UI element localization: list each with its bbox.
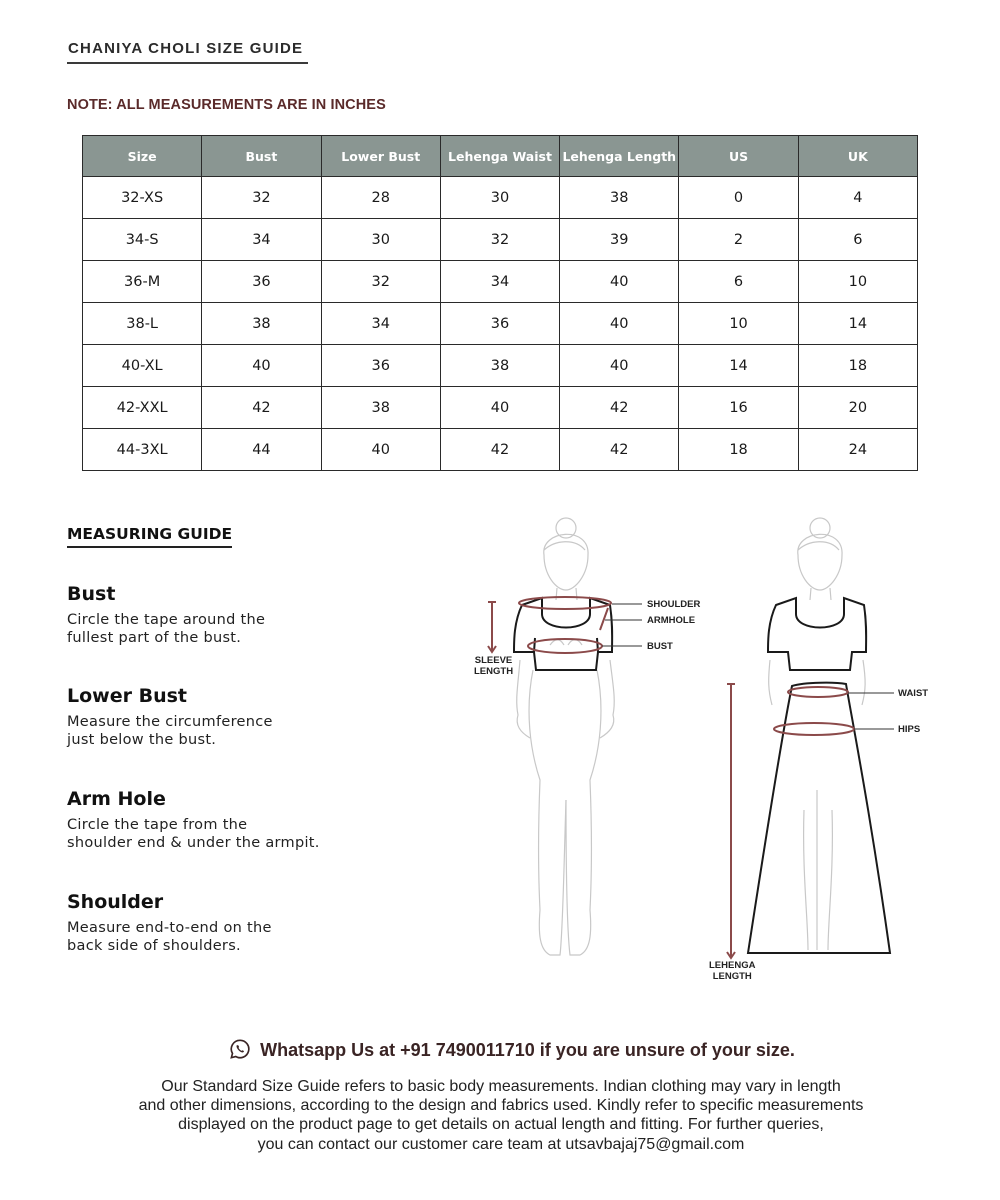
guide-item-shoulder — [67, 891, 387, 955]
guide-item-description — [67, 919, 387, 955]
column-header: Lehenga Waist — [440, 136, 559, 177]
label-line: LEHENGA — [709, 960, 756, 971]
guide-item-title: Lower Bust — [67, 685, 187, 707]
lehenga-figure-illustration — [700, 510, 960, 990]
armhole-tape — [600, 608, 608, 630]
sleeve-length-label — [474, 655, 513, 677]
measurement-cell: 10 — [679, 303, 798, 345]
guide-item-title: Shoulder — [67, 891, 164, 913]
page-title: CHANIYA CHOLI SIZE GUIDE — [68, 40, 304, 57]
measurement-cell: 2 — [679, 219, 798, 261]
measurement-cell: 0 — [679, 177, 798, 219]
size-cell: 32-XS — [83, 177, 202, 219]
measurement-cell: 14 — [679, 345, 798, 387]
measurement-cell: 32 — [321, 261, 440, 303]
measurement-cell: 38 — [560, 177, 679, 219]
shoulder-label: SHOULDER — [647, 599, 701, 610]
whatsapp-text: Whatsapp Us at +91 7490011710 if you are unsure of your size. — [260, 1040, 795, 1060]
column-header: Lower Bust — [321, 136, 440, 177]
column-header: Size — [83, 136, 202, 177]
size-cell: 34-S — [83, 219, 202, 261]
label-line: LENGTH — [712, 971, 752, 982]
choli-figure-illustration — [460, 510, 720, 970]
lehenga-length-label — [709, 960, 755, 982]
table-row — [83, 177, 918, 219]
measurement-cell: 34 — [202, 219, 321, 261]
size-guide-disclaimer — [0, 1077, 1000, 1154]
measurement-cell: 40 — [560, 345, 679, 387]
hips-label: HIPS — [898, 724, 921, 735]
measurement-cell: 30 — [321, 219, 440, 261]
description-line: Circle the tape from the — [67, 817, 248, 833]
disclaimer-line: you can contact our customer care team at utsavbajaj75@gmail.com — [257, 1135, 745, 1153]
size-cell: 44-3XL — [83, 429, 202, 471]
choli-outline — [768, 598, 866, 670]
measurement-cell: 34 — [440, 261, 559, 303]
size-cell: 40-XL — [83, 345, 202, 387]
measurement-cell: 32 — [440, 219, 559, 261]
measurement-cell: 38 — [202, 303, 321, 345]
measurement-tapes — [727, 684, 854, 958]
label-line: SLEEVE — [474, 655, 513, 666]
title-underline — [67, 62, 308, 64]
description-line: Circle the tape around the — [67, 612, 266, 628]
measurement-cell: 24 — [798, 429, 917, 471]
disclaimer-line: Our Standard Size Guide refers to basic body measurements. Indian clothing may vary in length — [161, 1078, 841, 1095]
guide-item-description — [67, 816, 387, 852]
description-line: Measure end-to-end on the — [67, 920, 272, 936]
description-line: shoulder end & under the armpit. — [67, 835, 320, 851]
description-line: Measure the circumference — [67, 714, 273, 730]
table-row — [83, 219, 918, 261]
body-outline — [517, 518, 615, 955]
description-line: just below the bust. — [67, 732, 217, 748]
size-cell: 42-XXL — [83, 387, 202, 429]
measurement-cell: 10 — [798, 261, 917, 303]
measurement-cell: 20 — [798, 387, 917, 429]
bust-label: BUST — [647, 641, 673, 652]
label-line: LENGTH — [474, 666, 514, 677]
column-header: Lehenga Length — [560, 136, 679, 177]
column-header: US — [679, 136, 798, 177]
column-header: UK — [798, 136, 917, 177]
table-row — [83, 387, 918, 429]
sleeve-length-arrow — [488, 602, 496, 652]
description-line: back side of shoulders. — [67, 938, 241, 954]
measurement-cell: 36 — [321, 345, 440, 387]
measurement-cell: 14 — [798, 303, 917, 345]
size-chart-table — [82, 135, 918, 471]
size-cell: 38-L — [83, 303, 202, 345]
measurement-cell: 36 — [440, 303, 559, 345]
measurement-cell: 40 — [202, 345, 321, 387]
guide-item-arm-hole — [67, 788, 387, 852]
guide-item-title: Arm Hole — [67, 788, 166, 810]
choli-measurement-figure — [460, 510, 720, 970]
bust-tape — [528, 639, 602, 653]
disclaimer-line: displayed on the product page to get details on actual length and fitting. For further queries, — [178, 1116, 824, 1134]
measurement-cell: 36 — [202, 261, 321, 303]
guide-item-description — [67, 713, 387, 749]
measurement-cell: 34 — [321, 303, 440, 345]
measurement-cell: 40 — [440, 387, 559, 429]
table-row — [83, 429, 918, 471]
whatsapp-icon — [229, 1038, 251, 1060]
guide-item-lower-bust — [67, 685, 387, 749]
measurement-cell: 40 — [560, 303, 679, 345]
waist-tape — [788, 687, 848, 697]
measurement-cell: 40 — [560, 261, 679, 303]
measurement-cell: 18 — [679, 429, 798, 471]
column-header: Bust — [202, 136, 321, 177]
lehenga-length-arrow — [727, 684, 735, 958]
label-leaders — [848, 693, 894, 729]
shoulder-tape — [519, 597, 611, 609]
table-header-row — [83, 136, 918, 177]
table-row — [83, 303, 918, 345]
guide-item-description — [67, 611, 387, 647]
disclaimer-line: and other dimensions, according to the design and fabrics used. Kindly refer to specific measurements — [138, 1097, 864, 1115]
armhole-label: ARMHOLE — [647, 615, 696, 626]
lehenga-measurement-figure — [700, 510, 960, 990]
guide-item-bust — [67, 583, 387, 647]
measurement-cell: 6 — [679, 261, 798, 303]
measurement-cell: 28 — [321, 177, 440, 219]
measuring-guide-underline — [67, 546, 232, 548]
measurement-cell: 18 — [798, 345, 917, 387]
measurement-cell: 16 — [679, 387, 798, 429]
measurement-cell: 38 — [440, 345, 559, 387]
measurement-cell: 42 — [560, 387, 679, 429]
measurement-cell: 44 — [202, 429, 321, 471]
measurement-cell: 6 — [798, 219, 917, 261]
measurement-cell: 4 — [798, 177, 917, 219]
table-row — [83, 345, 918, 387]
measurement-cell: 42 — [440, 429, 559, 471]
measurement-cell: 30 — [440, 177, 559, 219]
size-cell: 36-M — [83, 261, 202, 303]
measurement-cell: 39 — [560, 219, 679, 261]
measurement-cell: 42 — [560, 429, 679, 471]
measuring-guide-heading: MEASURING GUIDE — [67, 525, 233, 543]
waist-label: WAIST — [898, 688, 929, 699]
hips-tape — [774, 723, 854, 735]
guide-item-title: Bust — [67, 583, 116, 605]
measurement-cell: 32 — [202, 177, 321, 219]
measurement-cell: 40 — [321, 429, 440, 471]
whatsapp-contact — [0, 1038, 1000, 1061]
units-note: NOTE: ALL MEASUREMENTS ARE IN INCHES — [67, 97, 386, 113]
description-line: fullest part of the bust. — [67, 630, 242, 646]
measurement-cell: 38 — [321, 387, 440, 429]
measurement-cell: 42 — [202, 387, 321, 429]
table-row — [83, 261, 918, 303]
